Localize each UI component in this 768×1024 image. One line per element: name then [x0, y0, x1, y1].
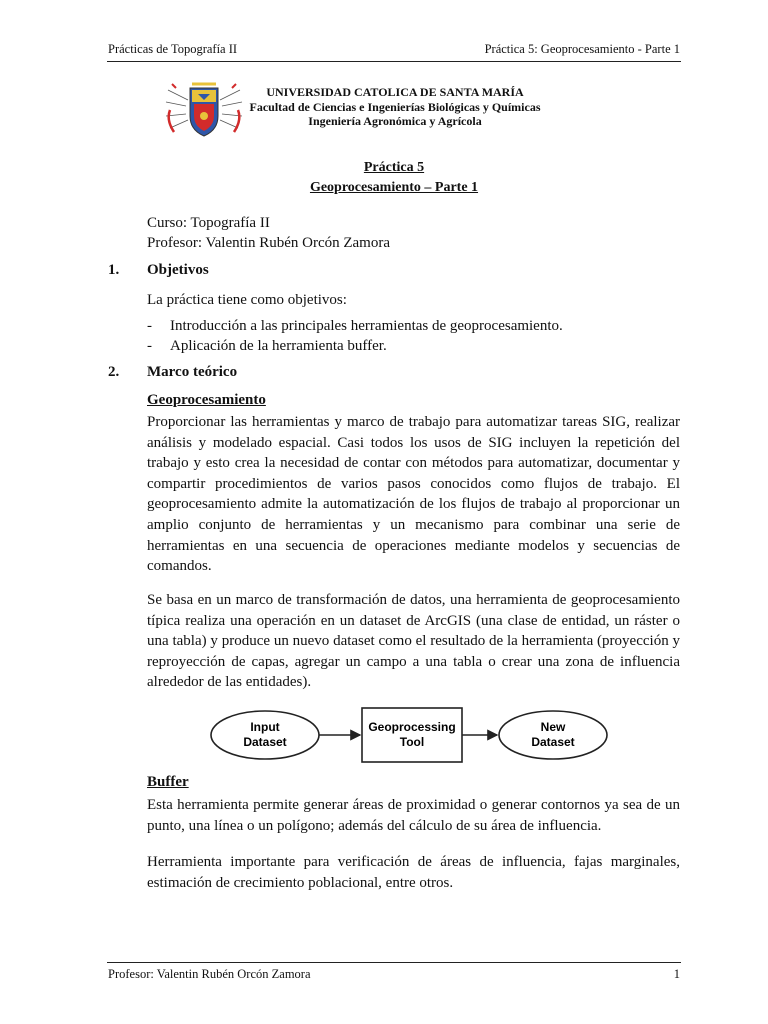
page-number: 1: [673, 967, 680, 981]
running-header-right: Práctica 5: Geoprocesamiento - Parte 1: [484, 42, 680, 56]
subheading-buffer: Buffer: [147, 774, 189, 790]
faculty-name: Facultad de Ciencias e Ingenierías Biológicas y Químicas: [249, 100, 541, 114]
practice-subtitle: Geoprocesamiento – Parte 1: [309, 180, 479, 195]
university-name: UNIVERSIDAD CATOLICA DE SANTA MARÍA: [266, 85, 524, 99]
output-label-1: New: [540, 720, 566, 734]
paragraph-geoprocesamiento-1: Proporcionar las herramientas y marco de trabajo para automatizar tareas SIG, realizar análisis y modelado espacial. Casi todos los usos de SIG incluyen la repetición del trabajo y esto crea la necesidad de contar con métodos para automatizar, documentar y compartir procedimientos de varios pasos conocidos como flujos de trabajo. El geoprocesamiento admite la automatización de los flujos de trabajo al proporcionar un amplio conjunto de herramientas y un mecanismo para combinar una serie de herramientas en una secuencia de operaciones mediante modelos y secuencias de comandos.: [147, 414, 680, 575]
objective-item: Aplicación de la herramienta buffer.: [170, 338, 387, 354]
footer-divider: [107, 962, 681, 963]
section-1-number: 1.: [108, 262, 120, 278]
input-label-1: Input: [250, 720, 280, 734]
tool-label-2: Tool: [399, 735, 425, 749]
running-header-left: Prácticas de Topografía II: [108, 42, 238, 56]
input-label-2: Dataset: [243, 735, 287, 749]
paragraph-buffer-2: Herramienta importante para verificación de áreas de influencia, fajas marginales, estimación de crecimiento poblacional, entre otros.: [147, 854, 680, 891]
geoprocessing-diagram: [208, 700, 686, 770]
paragraph-buffer-1: Esta herramienta permite generar áreas de proximidad o generar contornos ya sea de un punto, una línea o un polígono; además del cálculo de su área de influencia.: [147, 797, 680, 834]
objective-item: Introducción a las principales herramientas de geoprocesamiento.: [170, 318, 563, 334]
professor-line: Profesor: Valentin Rubén Orcón Zamora: [147, 235, 390, 251]
subheading-geoprocesamiento: Geoprocesamiento: [147, 392, 266, 408]
objectives-intro: La práctica tiene como objetivos:: [147, 292, 347, 308]
header-divider: [107, 61, 681, 62]
section-2-title: Marco teórico: [147, 364, 238, 380]
practice-title: Práctica 5: [363, 160, 425, 175]
footer-professor: Profesor: Valentin Rubén Orcón Zamora: [108, 967, 311, 981]
paragraph-geoprocesamiento-2: Se basa en un marco de transformación de datos, una herramienta de geoprocesamiento típica realiza una operación en un dataset de ArcGIS (una clase de entidad, un ráster o una tabla) y produce un nuevo dataset como el resultado de la herramienta (proyección y reproyección de capas, agregar un campo a una tabla o crear una zona de influencia alrededor de las entidades).: [147, 592, 680, 691]
tool-label-1: Geoprocessing: [368, 720, 456, 734]
output-label-2: Dataset: [531, 735, 575, 749]
course-line: Curso: Topografía II: [147, 215, 270, 231]
section-2-number: 2.: [108, 364, 120, 380]
program-name: Ingeniería Agronómica y Agrícola: [308, 114, 482, 128]
bullet-marker: -: [147, 338, 152, 354]
bullet-marker: -: [147, 318, 152, 334]
section-1-title: Objetivos: [147, 262, 209, 278]
